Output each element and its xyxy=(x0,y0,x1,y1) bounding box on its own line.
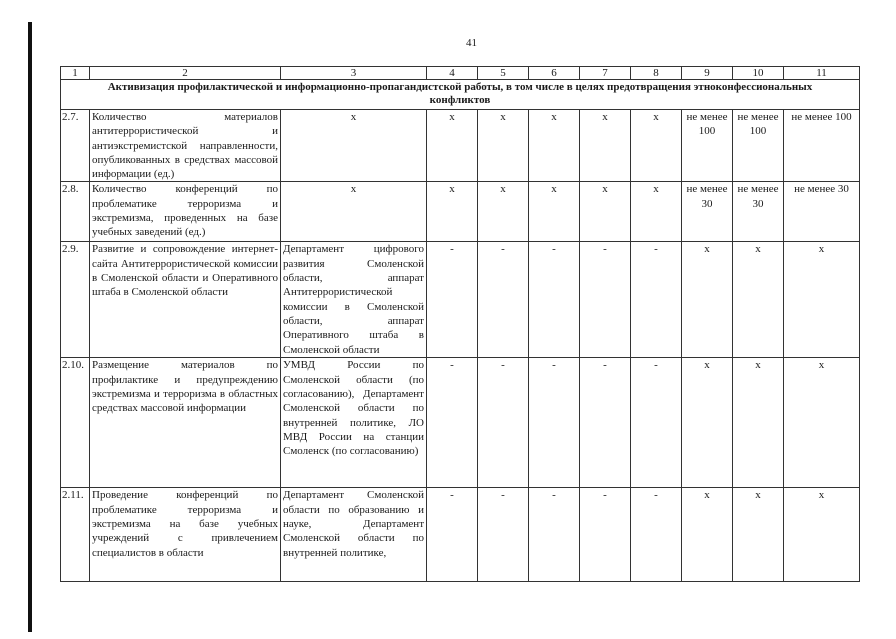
binding-margin-line xyxy=(28,22,32,632)
column-number: 3 xyxy=(281,67,427,80)
row-number: 2.9. xyxy=(61,242,90,358)
value-cell: - xyxy=(631,242,682,358)
value-cell: х xyxy=(427,110,478,182)
executor-cell: Департамент Смоленской области по образованию и науке, Департамент Смоленской области по внутренней политике, xyxy=(281,488,427,582)
row-number: 2.10. xyxy=(61,358,90,488)
column-number: 4 xyxy=(427,67,478,80)
column-number: 8 xyxy=(631,67,682,80)
table-row xyxy=(61,182,860,242)
value-cell: х xyxy=(682,358,733,488)
value-cell: - xyxy=(631,488,682,582)
indicator-description: Количество конференций по проблематике терроризма и экстремизма, проведенных на базе учебных заведений (ед.) xyxy=(90,182,281,242)
value-cell: - xyxy=(478,358,529,488)
column-number: 1 xyxy=(61,67,90,80)
table-row xyxy=(61,488,860,582)
table-row xyxy=(61,242,860,358)
indicator-description: Размещение материалов по профилактике и предупреждению экстремизма и терроризма в областных средствах массовой информации xyxy=(90,358,281,488)
value-cell: не менее 100 xyxy=(784,110,860,182)
column-number: 10 xyxy=(733,67,784,80)
value-cell: не менее 30 xyxy=(733,182,784,242)
row-number: 2.11. xyxy=(61,488,90,582)
table-row xyxy=(61,358,860,488)
executor-cell: х xyxy=(281,182,427,242)
value-cell: - xyxy=(427,488,478,582)
value-cell: - xyxy=(529,358,580,488)
column-number-row xyxy=(61,67,860,80)
value-cell: - xyxy=(427,242,478,358)
value-cell: х xyxy=(478,110,529,182)
page-number: 41 xyxy=(466,37,477,49)
indicator-description: Развитие и сопровождение интернет-сайта Антитеррористической комиссии в Смоленской области и Оперативного штаба в Смоленской области xyxy=(90,242,281,358)
value-cell: х xyxy=(427,182,478,242)
value-cell: х xyxy=(682,242,733,358)
column-number: 6 xyxy=(529,67,580,80)
value-cell: х xyxy=(682,488,733,582)
value-cell: - xyxy=(529,242,580,358)
column-number: 2 xyxy=(90,67,281,80)
value-cell: х xyxy=(733,358,784,488)
value-cell: х xyxy=(529,182,580,242)
value-cell: - xyxy=(580,488,631,582)
value-cell: - xyxy=(631,358,682,488)
section-title: Активизация профилактической и информационно-пропагандистской работы, в том числе в целях предотвращения этноконфессиональных конфликтов xyxy=(61,80,860,110)
value-cell: не менее 30 xyxy=(682,182,733,242)
value-cell: х xyxy=(784,358,860,488)
column-number: 5 xyxy=(478,67,529,80)
column-number: 7 xyxy=(580,67,631,80)
value-cell: - xyxy=(478,242,529,358)
value-cell: - xyxy=(529,488,580,582)
column-number: 9 xyxy=(682,67,733,80)
value-cell: не менее 30 xyxy=(784,182,860,242)
value-cell: х xyxy=(631,110,682,182)
program-table xyxy=(60,66,860,582)
indicator-description: Проведение конференций по проблематике терроризма и экстремизма на базе учебных учреждений с привлечением специалистов в области xyxy=(90,488,281,582)
value-cell: х xyxy=(784,488,860,582)
value-cell: х xyxy=(784,242,860,358)
value-cell: х xyxy=(580,110,631,182)
row-number: 2.7. xyxy=(61,110,90,182)
value-cell: х xyxy=(580,182,631,242)
table-row xyxy=(61,110,860,182)
executor-cell: х xyxy=(281,110,427,182)
row-number: 2.8. xyxy=(61,182,90,242)
executor-cell: Департамент цифрового развития Смоленской области, аппарат Антитеррористической комиссии в Смоленской области, аппарат Оперативного штаба в Смоленской области xyxy=(281,242,427,358)
executor-cell: УМВД России по Смоленской области (по согласованию), Департамент Смоленской области по внутренней политике, ЛО МВД России на станции Смоленск (по согласованию) xyxy=(281,358,427,488)
value-cell: х xyxy=(733,242,784,358)
value-cell: х xyxy=(733,488,784,582)
value-cell: х xyxy=(478,182,529,242)
value-cell: х xyxy=(529,110,580,182)
indicator-description: Количество материалов антитеррористической и антиэкстремистской направленности, опубликованных в средствах массовой информации (ед.) xyxy=(90,110,281,182)
value-cell: не менее 100 xyxy=(682,110,733,182)
value-cell: - xyxy=(580,242,631,358)
value-cell: х xyxy=(631,182,682,242)
value-cell: - xyxy=(580,358,631,488)
section-header-row xyxy=(61,80,860,110)
value-cell: - xyxy=(427,358,478,488)
value-cell: - xyxy=(478,488,529,582)
column-number: 11 xyxy=(784,67,860,80)
value-cell: не менее 100 xyxy=(733,110,784,182)
